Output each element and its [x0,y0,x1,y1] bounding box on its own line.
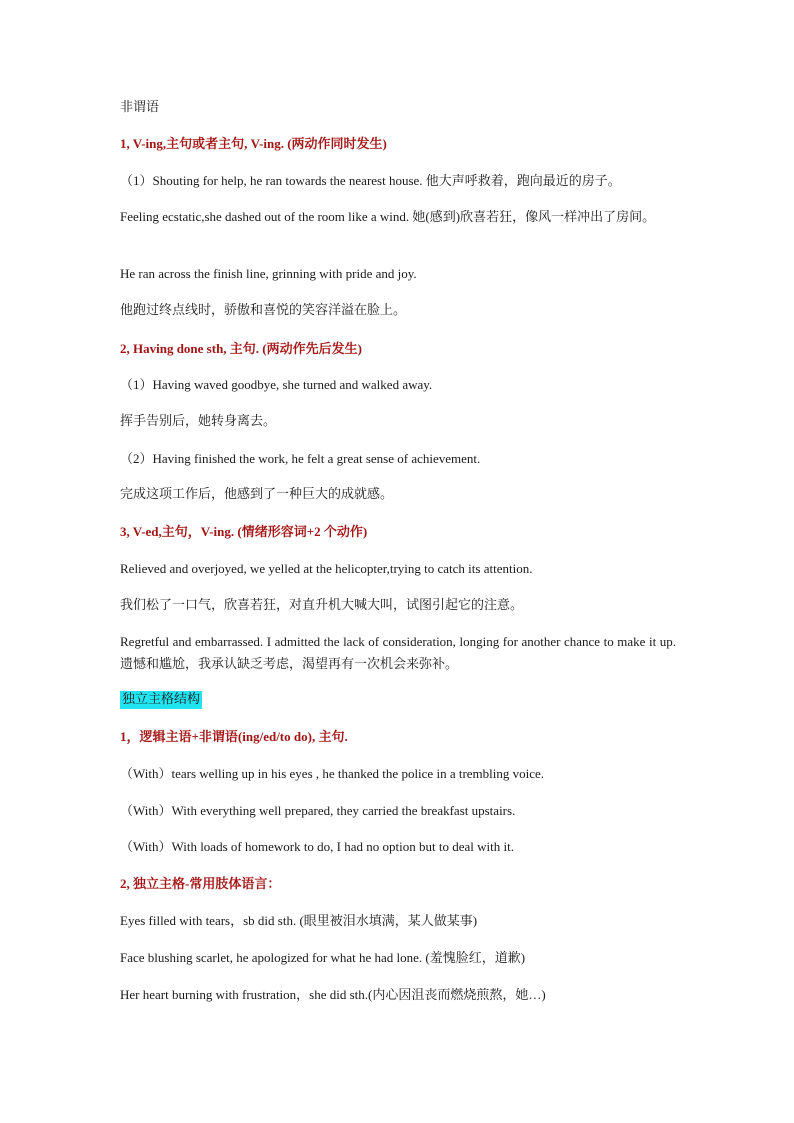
section-heading-vinging: 1, V-ing,主句或者主句, V-ing. (两动作同时发生) [120,136,387,151]
highlighted-title: 独立主格结构 [122,692,201,707]
example-sentence: Relieved and overjoyed, we yelled at the helicopter,trying to catch its attention. [120,561,533,576]
example-sentence: （1）Shouting for help, he ran towards the nearest house. 他大声呼救着，跑向最近的房子。 [120,173,621,188]
example-sentence: （With）With loads of homework to do, I had no option but to deal with it. [120,839,514,854]
section-heading-logical-subject: 1，逻辑主语+非谓语(ing/ed/to do), 主句. [120,729,348,744]
page-title: 非谓语 [120,100,160,115]
example-translation: 我们松了一口气，欣喜若狂，对直升机大喊大叫，试图引起它的注意。 [120,598,524,613]
section-heading-ved: 3, V-ed,主句，V-ing. (情绪形容词+2 个动作) [120,524,368,539]
example-sentence: Eyes filled with tears，sb did sth. (眼里被泪水填满，某人做某事) [120,913,478,928]
section-heading-having-done: 2, Having done sth, 主句. (两动作先后发生) [120,341,362,356]
example-translation: 他跑过终点线时，骄傲和喜悦的笑容洋溢在脸上。 [120,303,407,318]
example-translation: 挥手告别后，她转身离去。 [120,414,277,429]
example-translation: 完成这项工作后，他感到了一种巨大的成就感。 [120,487,394,502]
example-sentence: （With）With everything well prepared, they carried the breakfast upstairs. [120,803,516,818]
example-sentence: Face blushing scarlet, he apologized for what he had lone. (羞愧脸红，道歉) [120,950,526,965]
example-sentence: （With）tears welling up in his eyes , he thanked the police in a trembling voice. [120,766,545,781]
absolute-construction-title [120,690,676,710]
example-sentence: （2）Having finished the work, he felt a great sense of achievement. [120,451,481,466]
section-heading-body-language: 2, 独立主格-常用肢体语言： [120,876,281,891]
example-sentence: Her heart burning with frustration，she did sth.(内心因沮丧而燃烧煎熬，她…) [120,987,546,1002]
example-sentence: Feeling ecstatic,she dashed out of the room like a wind. 她(感到)欣喜若狂，像风一样冲出了房间。 [120,209,656,224]
example-sentence: He ran across the finish line, grinning with pride and joy. [120,266,417,281]
example-sentence: Regretful and embarrassed. I admitted the lack of consideration, longing for another chance to make it up. 遗憾和尴尬，我承认缺乏考虑，渴望再有一次机会来弥补。 [120,634,676,671]
example-sentence: （1）Having waved goodbye, she turned and walked away. [120,377,433,392]
